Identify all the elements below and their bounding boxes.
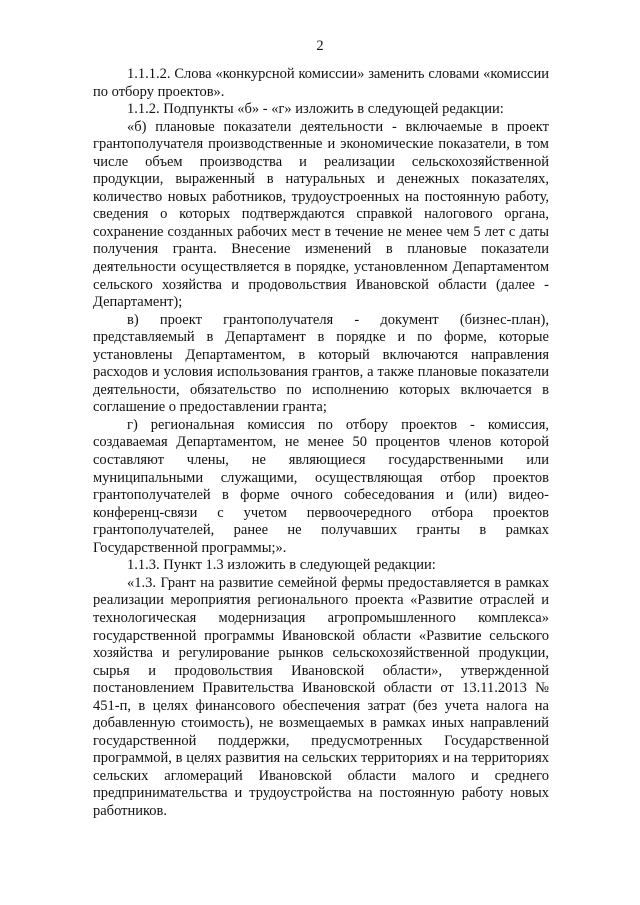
paragraph-1-1-2: 1.1.2. Подпункты «б» - «г» изложить в следующей редакции: <box>127 101 504 118</box>
page-number: 2 <box>316 38 324 54</box>
paragraph-subitem-b: «б) плановые показатели деятельности - включаемые в проект грантополучателя производственные и экономические показатели, в том числе объем производства и реализации сельскохозяйственной продукции, выраженный в натуральных и денежных показателях, количество новых работников, трудоустроенных на постоянную работу, сведения о которых подтверждаются справкой налогового органа, сохранение созданных рабочих мест в течение не менее чем 5 лет с даты получения гранта. Внесение изменений в плановые показатели деятельности осуществляется в порядке, установленном Департаментом сельского хозяйства и продовольствия Ивановской области (далее - Департамент); <box>93 118 549 311</box>
paragraph-1-1-1-2: 1.1.1.2. Слова «конкурсной комиссии» заменить словами «комиссии по отбору проектов». <box>93 66 549 100</box>
paragraph-1-3: «1.3. Грант на развитие семейной фермы предоставляется в рамках реализации мероприятия регионального проекта «Развитие отраслей и технологическая модернизация агропромышленного комплекса» государственной программы Ивановской области «Развитие сельского хозяйства и регулирование рынков сельскохозяйственной продукции, сырья и продовольствия Ивановской области», утвержденной постановлением Правительства Ивановской области от 13.11.2013 № 451-п, в целях финансового обеспечения затрат (без учета налога на добавленную стоимость), не возмещаемых в рамках иных направлений государственной поддержки, предусмотренных Государственной программой, в целях развития на сельских территориях и на территориях сельских агломераций Ивановской области малого и среднего предпринимательства и трудоустройства на постоянную работу новых работников. <box>93 574 549 819</box>
paragraph-subitem-v: в) проект грантополучателя - документ (бизнес-план), представляемый в Департамент в порядке и по форме, которые установлены Департаментом, в который включаются направления расходов и условия использования грантов, а также плановые показатели деятельности, обязательство по исполнению которых включается в соглашение о предоставлении гранта; <box>93 311 549 416</box>
document-body <box>93 66 549 821</box>
paragraph-subitem-g: г) региональная комиссия по отбору проектов - комиссия, создаваемая Департаментом, не менее 50 процентов членов которой составляют члены, не являющиеся государственными или муниципальными служащими, осуществляющая отбор проектов грантополучателей в форме очного собеседования и (или) видео-конференц-связи с учетом первоочередного отбора проектов грантополучателей, ранее не получавших гранты в рамках Государственной программы;». <box>93 416 549 556</box>
paragraph-1-1-3: 1.1.3. Пункт 1.3 изложить в следующей редакции: <box>127 557 436 574</box>
